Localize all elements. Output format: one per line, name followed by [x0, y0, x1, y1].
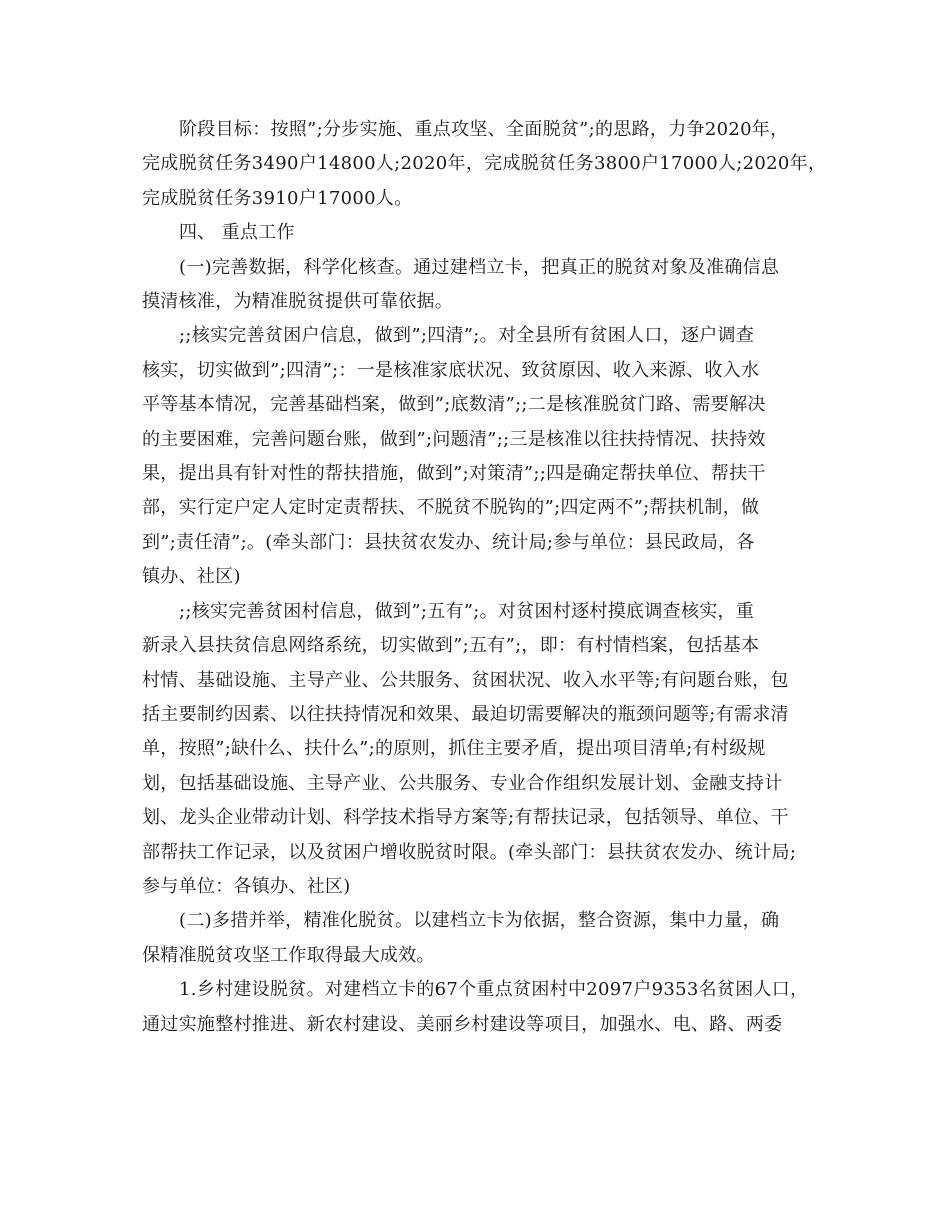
- text-line: 1.乡村建设脱贫。对建档立卡的67个重点贫困村中2097户9353名贫困人口，: [179, 979, 809, 1001]
- text-line: 完成脱贫任务3910户17000人。: [142, 187, 413, 209]
- text-line: 完成脱贫任务3490户14800人;2020年，完成脱贫任务3800户17000人;2020年，: [142, 153, 827, 175]
- text-line: 保精准脱贫攻坚工作取得最大成效。: [142, 944, 435, 966]
- text-line: 括主要制约因素、以往扶持情况和效果、最迫切需要解决的瓶颈问题等;有需求清: [142, 703, 789, 725]
- document-body: [142, 113, 827, 1042]
- paragraph-item-2: [142, 904, 812, 973]
- text-line: 平等基本情况，完善基础档案，做到”;底数清”;;二是核准脱贫门路、需要解决: [142, 394, 766, 416]
- paragraph-household-info: [142, 319, 812, 594]
- text-line: 部，实行定户定人定时定责帮扶、不脱贫不脱钩的”;四定两不”;帮扶机制，做: [142, 497, 760, 519]
- text-line: 划、龙头企业带动计划、科学技术指导方案等;有帮扶记录，包括领导、单位、干: [142, 807, 789, 829]
- text-line: 新录入县扶贫信息网络系统，切实做到”;五有”;，即：有村情档案，包括基本: [142, 635, 760, 657]
- text-line: 单，按照”;缺什么、扶什么”;的原则，抓住主要矛盾，提出项目清单;有村级规: [142, 738, 766, 760]
- text-line: 参与单位：各镇办、社区): [142, 875, 351, 897]
- text-line: 划，包括基础设施、主导产业、公共服务、专业合作组织发展计划、金融支持计: [142, 772, 783, 794]
- text-line: (二)多措并举，精准化脱贫。以建档立卡为依据，整合资源，集中力量，确: [179, 910, 780, 932]
- text-line: 果，提出具有针对性的帮扶措施，做到”;对策清”;;四是确定帮扶单位、帮扶干: [142, 463, 766, 485]
- paragraph-village-info: [142, 595, 812, 905]
- text-line: 核实，切实做到”;四清”;：一是核准家底状况、致贫原因、收入来源、收入水: [142, 359, 760, 381]
- text-line: 镇办、社区): [142, 566, 241, 588]
- text-line: (一)完善数据，科学化核查。通过建档立卡，把真正的脱贫对象及准确信息: [179, 256, 780, 278]
- text-line: 通过实施整村推进、新农村建设、美丽乡村建设等项目，加强水、电、路、两委: [142, 1013, 783, 1035]
- text-line: 到”;责任清”;。(牵头部门：县扶贫农发办、统计局;参与单位：县民政局，各: [142, 531, 755, 553]
- text-line: 阶段目标：按照”;分步实施、重点攻坚、全面脱贫”;的思路，力争2020年，: [179, 119, 789, 140]
- text-line: 村情、基础设施、主导产业、公共服务、贫困状况、收入水平等;有问题台账，包: [142, 669, 789, 691]
- text-line: ;;核实完善贫困户信息，做到”;四清”;。对全县所有贫困人口，逐户调查: [179, 325, 755, 347]
- text-line: 摸清核准，为精准脱贫提供可靠依据。: [142, 291, 454, 313]
- text-line: 的主要困难，完善问题台账，做到”;问题清”;;三是核准以往扶持情况、扶持效: [142, 428, 766, 450]
- paragraph-stage-goal: [142, 113, 827, 216]
- text-line: 部帮扶工作记录，以及贫困户增收脱贫时限。(牵头部门：县扶贫农发办、统计局;: [142, 841, 797, 863]
- paragraph-rural-construction: [142, 973, 812, 1042]
- section-heading: [142, 216, 812, 250]
- text-line: ;;核实完善贫困村信息，做到”;五有”;。对贫困村逐村摸底调查核实，重: [179, 600, 755, 622]
- paragraph-item-1: [142, 251, 812, 320]
- heading-text: 四、 重点工作: [179, 222, 295, 244]
